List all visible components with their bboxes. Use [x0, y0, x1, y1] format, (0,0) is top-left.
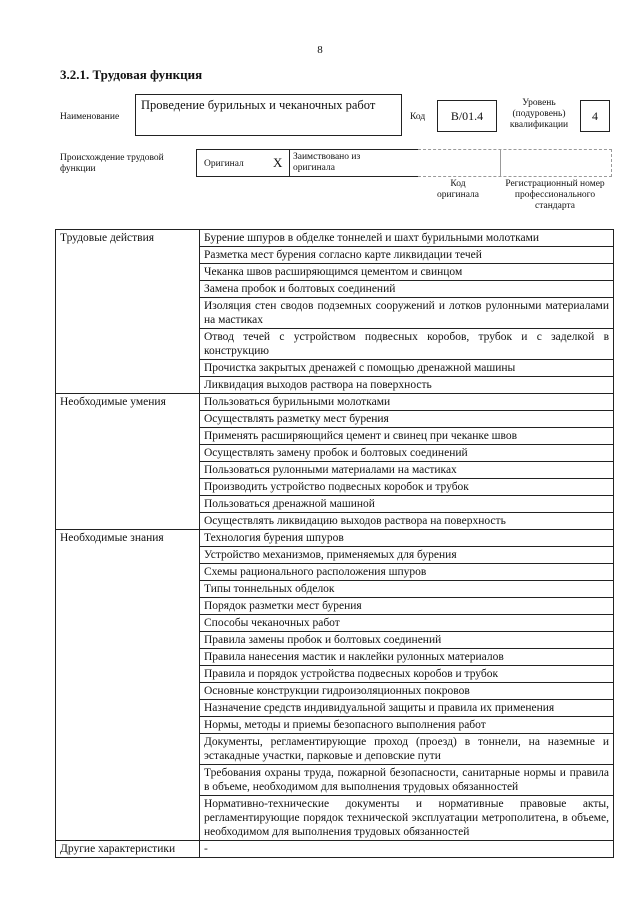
skills-category-cell	[56, 513, 200, 530]
skills-row	[56, 394, 614, 411]
code-caption: Код оригинала	[437, 179, 479, 200]
skills-row	[56, 496, 614, 513]
original-label: Оригинал	[204, 159, 244, 169]
knowledge-item: Документы, регламентирующие проход (проезд) в тоннели, на наземные и эстакадные участки, парковые и деповские пути	[200, 734, 614, 765]
skills-item: Производить устройство подвесных коробок и трубок	[200, 479, 614, 496]
actions-category-cell	[56, 298, 200, 329]
skills-category-cell	[56, 445, 200, 462]
code-value: В/01.4	[437, 100, 497, 132]
knowledge-row	[56, 700, 614, 717]
actions-category-cell	[56, 360, 200, 377]
actions-item: Чеканка швов расширяющимся цементом и свинцом	[200, 264, 614, 281]
knowledge-item: Нормы, методы и приемы безопасного выполнения работ	[200, 717, 614, 734]
knowledge-row	[56, 530, 614, 547]
skills-item: Осуществлять разметку мест бурения	[200, 411, 614, 428]
knowledge-category-cell	[56, 796, 200, 841]
knowledge-row	[56, 598, 614, 615]
knowledge-category-cell	[56, 632, 200, 649]
knowledge-row	[56, 666, 614, 683]
actions-row	[56, 281, 614, 298]
other-row	[56, 841, 614, 858]
knowledge-item: Требования охраны труда, пожарной безопасности, санитарные нормы и правила в объеме, необходимом для выполнения трудовых обязанностей	[200, 765, 614, 796]
actions-category-label: Трудовые действия	[56, 230, 200, 247]
knowledge-row	[56, 717, 614, 734]
actions-row	[56, 264, 614, 281]
knowledge-category-cell	[56, 717, 200, 734]
skills-row	[56, 462, 614, 479]
actions-item: Разметка мест бурения согласно карте ликвидации течей	[200, 247, 614, 264]
actions-item: Прочистка закрытых дренажей с помощью дренажной машины	[200, 360, 614, 377]
knowledge-row	[56, 796, 614, 841]
level-label: Уровень (подуровень) квалификации	[509, 98, 569, 130]
section-title: 3.2.1. Трудовая функция	[60, 67, 203, 82]
other-category-label: Другие характеристики	[56, 841, 200, 858]
knowledge-item: Правила нанесения мастик и наклейки рулонных материалов	[200, 649, 614, 666]
knowledge-item: Способы чеканочных работ	[200, 615, 614, 632]
actions-row	[56, 329, 614, 360]
actions-category-cell	[56, 281, 200, 298]
skills-item: Пользоваться рулонными материалами на мастиках	[200, 462, 614, 479]
knowledge-row	[56, 765, 614, 796]
knowledge-row	[56, 683, 614, 700]
actions-category-cell	[56, 247, 200, 264]
actions-item: Замена пробок и болтовых соединений	[200, 281, 614, 298]
knowledge-category-cell	[56, 765, 200, 796]
skills-category-cell	[56, 462, 200, 479]
knowledge-category-label: Необходимые знания	[56, 530, 200, 547]
knowledge-category-cell	[56, 564, 200, 581]
knowledge-item: Порядок разметки мест бурения	[200, 598, 614, 615]
skills-item: Применять расширяющийся цемент и свинец при чеканке швов	[200, 428, 614, 445]
origin-label: Происхождение трудовой функции	[60, 153, 164, 174]
knowledge-row	[56, 649, 614, 666]
function-details-table	[55, 229, 614, 858]
skills-item: Пользоваться бурильными молотками	[200, 394, 614, 411]
skills-category-label: Необходимые умения	[56, 394, 200, 411]
knowledge-item: Назначение средств индивидуальной защиты и правила их применения	[200, 700, 614, 717]
knowledge-item: Технология бурения шпуров	[200, 530, 614, 547]
actions-item: Ликвидация выходов раствора на поверхность	[200, 377, 614, 394]
original-mark: X	[273, 155, 283, 170]
borrowed-label: Заимствовано из оригинала	[293, 152, 361, 173]
knowledge-row	[56, 564, 614, 581]
knowledge-item: Схемы рационального расположения шпуров	[200, 564, 614, 581]
knowledge-row	[56, 547, 614, 564]
knowledge-item: Нормативно-технические документы и нормативные правовые акты, регламентирующие порядок технической эксплуатации метрополитена, в объеме, необходимом для выполнения трудовых обязанностей	[200, 796, 614, 841]
origin-empty-cells	[418, 149, 612, 177]
actions-row	[56, 298, 614, 329]
knowledge-category-cell	[56, 615, 200, 632]
skills-item: Осуществлять ликвидацию выходов раствора на поверхность	[200, 513, 614, 530]
actions-row	[56, 377, 614, 394]
knowledge-row	[56, 615, 614, 632]
skills-category-cell	[56, 496, 200, 513]
page-number: 8	[317, 44, 323, 56]
knowledge-category-cell	[56, 734, 200, 765]
knowledge-category-cell	[56, 598, 200, 615]
skills-row	[56, 428, 614, 445]
actions-item: Изоляция стен сводов подземных сооружений и лотков рулонными материалами на мастиках	[200, 298, 614, 329]
knowledge-row	[56, 581, 614, 598]
actions-category-cell	[56, 377, 200, 394]
knowledge-category-cell	[56, 683, 200, 700]
actions-category-cell	[56, 329, 200, 360]
knowledge-item: Правила и порядок устройства подвесных коробов и трубок	[200, 666, 614, 683]
name-label: Наименование	[60, 112, 120, 122]
knowledge-item: Устройство механизмов, применяемых для бурения	[200, 547, 614, 564]
knowledge-category-cell	[56, 700, 200, 717]
actions-item: Отвод течей с устройством подвесных коробов, трубок и с заделкой в конструкцию	[200, 329, 614, 360]
actions-item: Бурение шпуров в обделке тоннелей и шахт бурильными молотками	[200, 230, 614, 247]
actions-row	[56, 230, 614, 247]
skills-category-cell	[56, 428, 200, 445]
knowledge-category-cell	[56, 547, 200, 564]
knowledge-row	[56, 632, 614, 649]
reg-number-caption: Регистрационный номер профессионального стандарта	[505, 179, 605, 211]
skills-row	[56, 445, 614, 462]
skills-category-cell	[56, 411, 200, 428]
knowledge-item: Правила замены пробок и болтовых соединений	[200, 632, 614, 649]
knowledge-row	[56, 734, 614, 765]
knowledge-category-cell	[56, 581, 200, 598]
other-item: -	[200, 841, 614, 858]
function-name-value: Проведение бурильных и чеканочных работ	[135, 94, 402, 136]
level-value: 4	[580, 100, 610, 132]
skills-row	[56, 513, 614, 530]
knowledge-category-cell	[56, 649, 200, 666]
code-label: Код	[410, 112, 426, 122]
knowledge-item: Типы тоннельных обделок	[200, 581, 614, 598]
skills-row	[56, 479, 614, 496]
actions-row	[56, 247, 614, 264]
skills-item: Осуществлять замену пробок и болтовых соединений	[200, 445, 614, 462]
actions-row	[56, 360, 614, 377]
actions-category-cell	[56, 264, 200, 281]
skills-row	[56, 411, 614, 428]
knowledge-item: Основные конструкции гидроизоляционных покровов	[200, 683, 614, 700]
skills-item: Пользоваться дренажной машиной	[200, 496, 614, 513]
knowledge-category-cell	[56, 666, 200, 683]
skills-category-cell	[56, 479, 200, 496]
